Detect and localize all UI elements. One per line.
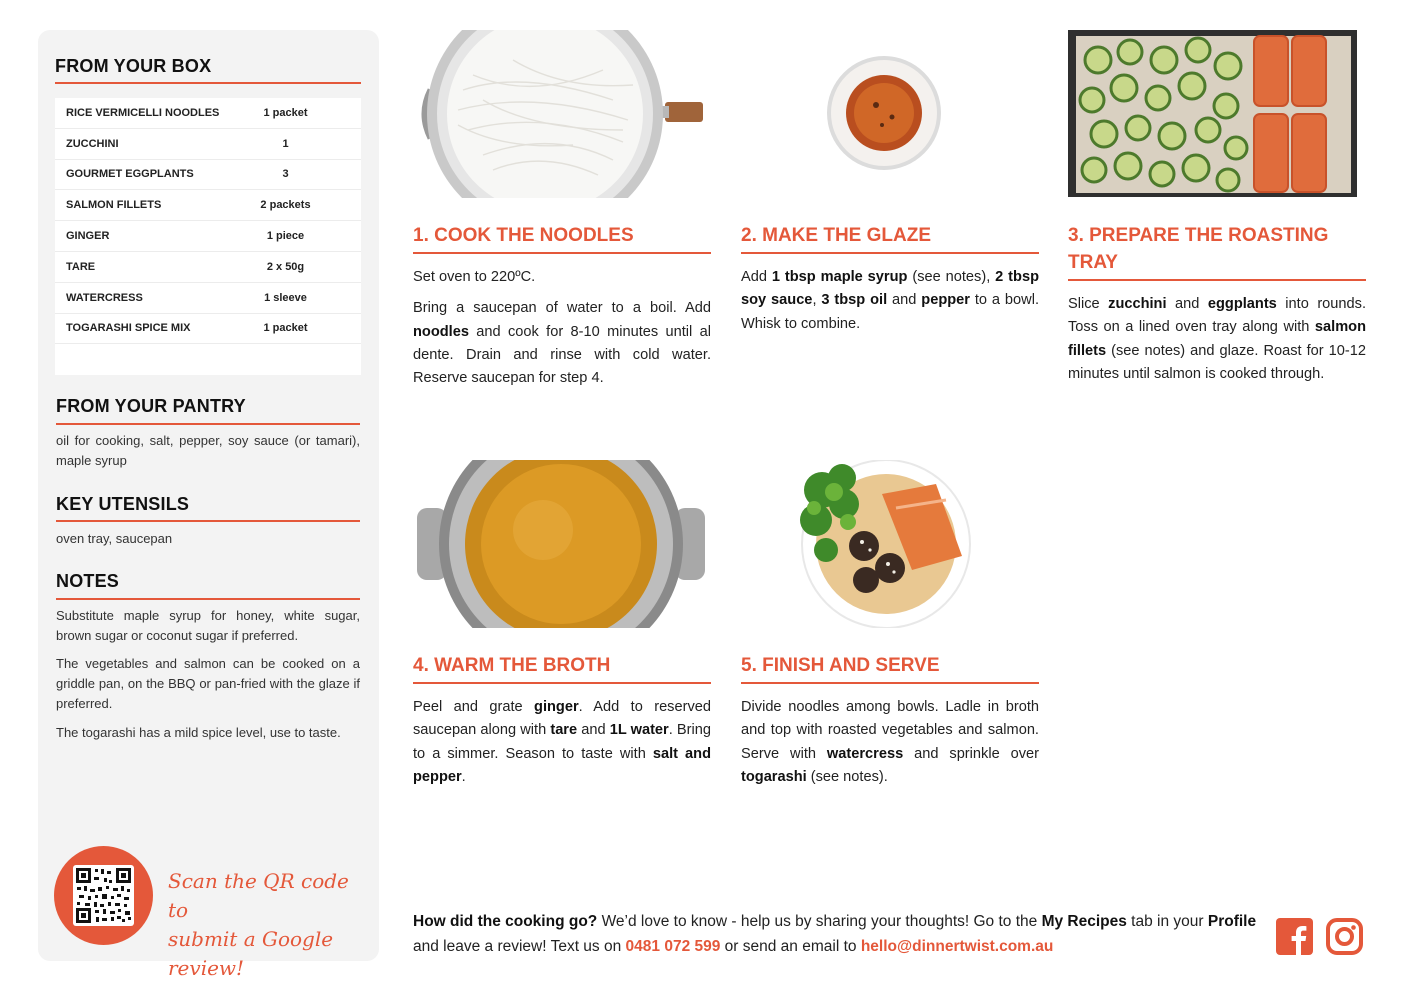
ingredient-qty: 3 — [282, 168, 289, 181]
footer-question: How did the cooking go? — [413, 913, 598, 930]
noodles-photo — [413, 30, 711, 198]
qr-code[interactable] — [73, 865, 134, 926]
from-your-pantry-heading: FROM YOUR PANTRY — [56, 396, 246, 416]
facebook-icon[interactable] — [1276, 918, 1313, 955]
divider — [55, 82, 361, 84]
table-row — [55, 221, 361, 252]
step-3-body: Slice zucchini and eggplants into rounds. Toss on a lined oven tray along with salmon fillets (see notes) and glaze. Roast for 10-12 minutes until salmon is cooked through. — [1068, 296, 1366, 382]
step-2-body: Add 1 tbsp maple syrup (see notes), 2 tbsp soy sauce, 3 tbsp oil and pepper to a bowl. Whisk to combine. — [741, 269, 1039, 332]
key-utensils-heading: KEY UTENSILS — [56, 494, 190, 514]
broth-photo — [413, 460, 711, 628]
ingredients-panel — [38, 30, 379, 980]
table-row — [55, 283, 361, 314]
note-2: The vegetables and salmon can be cooked on a griddle pan, on the BBQ or pan-fried with the glaze if preferred. — [56, 656, 360, 711]
notes-heading: NOTES — [56, 571, 120, 591]
email-link[interactable]: hello@dinnertwist.com.au — [860, 938, 1054, 955]
divider — [1068, 279, 1366, 281]
divider — [56, 423, 360, 425]
ingredient-qty: 1 packet — [263, 106, 308, 119]
step-1-title: 1. COOK THE NOODLES — [413, 225, 634, 246]
finished-dish-photo — [786, 460, 972, 628]
glaze-photo — [826, 55, 942, 171]
table-row — [55, 314, 361, 345]
ingredient-name: WATERCRESS — [66, 291, 143, 304]
review-footer: How did the cooking go? We’d love to know - help us by sharing your thoughts! Go to the My Recipes tab in your Profile and leave a review! Text us on 0481 072 599 or send an email to hello@dinnertwist.com.au — [413, 913, 1257, 955]
divider — [56, 598, 360, 600]
ingredient-name: SALMON FILLETS — [66, 199, 162, 212]
divider — [56, 520, 360, 522]
divider — [741, 682, 1039, 684]
ingredient-qty: 1 — [282, 137, 289, 150]
ingredient-qty: 2 packets — [260, 199, 311, 212]
divider — [413, 682, 711, 684]
phone-link[interactable]: 0481 072 599 — [625, 938, 721, 955]
qr-badge — [54, 846, 153, 945]
step-1-p1: Set oven to 220ºC. — [413, 269, 536, 285]
step-5-title: 5. FINISH AND SERVE — [741, 655, 940, 676]
qr-caption-line1: Scan the QR code to — [168, 869, 349, 922]
qr-caption-line2: submit a Google review! — [168, 927, 334, 980]
step-1-p2: Bring a saucepan of water to a boil. Add noodles and cook for 8-10 minutes until al dente. Drain and rinse with cold water. Reserve saucepan for step 4. — [413, 300, 711, 387]
step-3-title: 3. PREPARE THE ROASTING TRAY — [1068, 225, 1329, 273]
step-4-title: 4. WARM THE BROTH — [413, 655, 611, 676]
ingredient-name: RICE VERMICELLI NOODLES — [66, 106, 220, 119]
pantry-text: oil for cooking, salt, pepper, soy sauce (or tamari), maple syrup — [56, 433, 360, 468]
ingredient-name: TARE — [66, 260, 96, 273]
qr-caption — [168, 867, 368, 983]
my-recipes-link[interactable]: My Recipes — [1041, 913, 1127, 930]
note-3: The togarashi has a mild spice level, use to taste. — [56, 725, 341, 740]
ingredient-qty: 1 sleeve — [264, 291, 307, 304]
utensils-text: oven tray, saucepan — [56, 531, 173, 546]
ingredient-qty: 1 piece — [266, 230, 305, 243]
ingredient-qty: 2 x 50g — [266, 260, 305, 273]
table-row — [55, 98, 361, 129]
step-2-title: 2. MAKE THE GLAZE — [741, 225, 932, 246]
ingredient-name: GOURMET EGGPLANTS — [66, 168, 194, 181]
instagram-icon[interactable] — [1326, 918, 1363, 955]
ingredient-qty: 1 packet — [263, 322, 308, 335]
from-your-box-heading: FROM YOUR BOX — [55, 56, 212, 76]
step-5-body: Divide noodles among bowls. Ladle in broth and top with roasted vegetables and salmon. Serve with watercress and sprinkle over togarashi (see notes). — [741, 699, 1039, 785]
divider — [741, 252, 1039, 254]
step-4-body: Peel and grate ginger. Add to reserved saucepan along with tare and 1L water. Bring to a simmer. Season to taste with salt and pepper. — [413, 699, 711, 785]
ingredient-name: ZUCCHINI — [66, 137, 119, 150]
table-row — [55, 252, 361, 283]
roasting-tray-photo — [1068, 30, 1357, 197]
table-row — [55, 129, 361, 160]
table-row — [55, 160, 361, 191]
box-ingredients-table — [55, 98, 361, 375]
divider — [413, 252, 711, 254]
table-row — [55, 190, 361, 221]
note-1: Substitute maple syrup for honey, white sugar, brown sugar or coconut sugar if preferred. — [56, 608, 360, 643]
ingredient-name: TOGARASHI SPICE MIX — [66, 322, 191, 335]
profile-link[interactable]: Profile — [1207, 913, 1257, 930]
ingredient-name: GINGER — [66, 230, 110, 243]
step-1-body — [413, 266, 711, 398]
